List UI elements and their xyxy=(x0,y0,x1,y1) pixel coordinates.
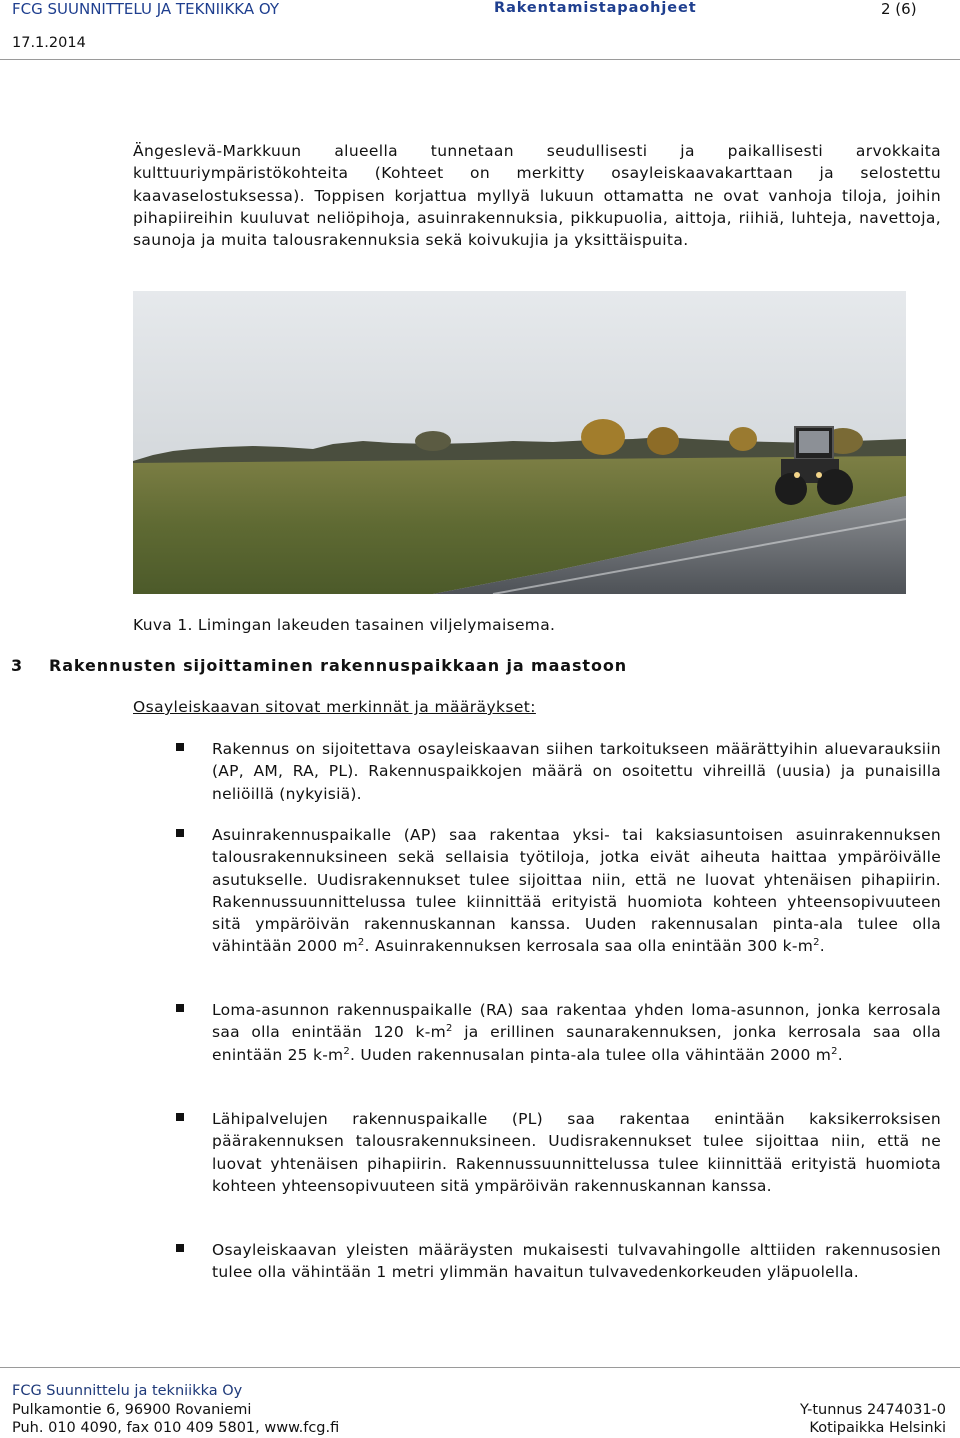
header-divider xyxy=(0,59,960,60)
landscape-photo xyxy=(133,291,906,594)
section-title: Rakennusten sijoittaminen rakennuspaikkaan ja maastoon xyxy=(49,656,628,675)
section-number: 3 xyxy=(11,656,24,675)
header-date: 17.1.2014 xyxy=(12,35,86,51)
footer-address: Pulkamontie 6, 96900 Rovaniemi xyxy=(12,1402,252,1418)
bullet-item: Lähipalvelujen rakennuspaikalle (PL) saa rakentaa enintään kaksikerroksisen päärakennuksen talousrakennuksineen. Uudisrakennukset tulee sijoittaa niin, että ne luovat yhtenäisen pihapiirin. Rakennussuunnittelussa tulee kiinnittää erityistä huomiota kohteen yhteensopivuuteen sitä ympäröivän rakennuskannan kanssa. xyxy=(212,1110,941,1195)
bullet-marker xyxy=(176,1244,184,1252)
footer-contact: Puh. 010 4090, fax 010 409 5801, www.fcg.fi xyxy=(12,1420,340,1436)
bullet-marker xyxy=(176,829,184,837)
header-doc-title: Rakentamistapaohjeet xyxy=(494,0,697,16)
figure-caption: Kuva 1. Limingan lakeuden tasainen viljelymaisema. xyxy=(133,616,556,634)
bullet-item: Loma-asunnon rakennuspaikalle (RA) saa rakentaa yhden loma-asunnon, jonka kerrosala saa olla enintään 120 $k-m^2$ ja erillinen saunarakennuksen, jonka kerrosala saa olla enintään 25 $k-m^2$. Uuden rakennusalan pinta-ala tulee olla vähintään 2000 $m^2$. xyxy=(212,1001,942,1064)
bullet-item: Rakennus on sijoitettava osayleiskaavan siihen tarkoitukseen määrättyihin aluevarauksiin (AP, AM, RA, PL). Rakennuspaikkojen määrä on osoitettu vihreillä (uusia) ja punaisilla neliöillä (nykyisiä). xyxy=(212,740,941,803)
section-heading xyxy=(11,656,627,675)
bullet-item: Osayleiskaavan yleisten määräysten mukaisesti tulvavahingolle alttiiden rakennusosien tulee olla vähintään 1 metri ylimmän havaitun tulvavedenkorkeuden yläpuolella. xyxy=(212,1241,941,1282)
bullet-marker xyxy=(176,1004,184,1012)
subheading: Osayleiskaavan sitovat merkinnät ja määräykset: xyxy=(133,698,536,716)
footer-business-id: Y-tunnus 2474031-0 xyxy=(799,1402,946,1418)
bullet-marker xyxy=(176,1113,184,1121)
footer-domicile: Kotipaikka Helsinki xyxy=(809,1420,946,1436)
header-company: FCG SUUNNITTELU JA TEKNIIKKA OY xyxy=(12,0,280,18)
bullet-item: Asuinrakennuspaikalle (AP) saa rakentaa yksi- tai kaksiasuntoisen asuinrakennuksen talousrakennuksineen sekä sellaisia työtiloja, jotka eivät aiheuta haittaa ympäröivälle asutukselle. Uudisrakennukset tulee sijoittaa niin, että ne luovat yhtenäisen pihapiirin. Rakennussuunnittelussa tulee kiinnittää erityistä huomiota kohteen yhteensopivuuteen sitä ympäröivän rakennuskannan kanssa. Uuden rakennusalan pinta-ala tulee olla vähintään 2000 $m^2$. Asuinrakennuksen kerrosala saa olla enintään 300 $k-m^2$. xyxy=(212,826,941,956)
header-page-number: 2 (6) xyxy=(881,0,917,18)
footer-company: FCG Suunnittelu ja tekniikka Oy xyxy=(12,1383,243,1399)
bullet-marker xyxy=(176,743,184,751)
footer-divider xyxy=(0,1367,960,1368)
intro-paragraph: Ängeslevä-Markkuun alueella tunnetaan seudullisesti ja paikallisesti arvokkaita kulttuuriympäristökohteita (Kohteet on merkitty osayleiskaavakarttaan ja selostettu kaavaselostuksessa). Toppisen korjattua myllyä lukuun ottamatta ne ovat vanhoja tiloja, joihin pihapiireihin kuuluvat neliöpihoja, asuinrakennuksia, pikkupuolia, aittoja, riihiä, luhteja, navettoja, saunoja ja muita talousrakennuksia sekä koivukujia ja yksittäispuita. xyxy=(133,142,941,250)
